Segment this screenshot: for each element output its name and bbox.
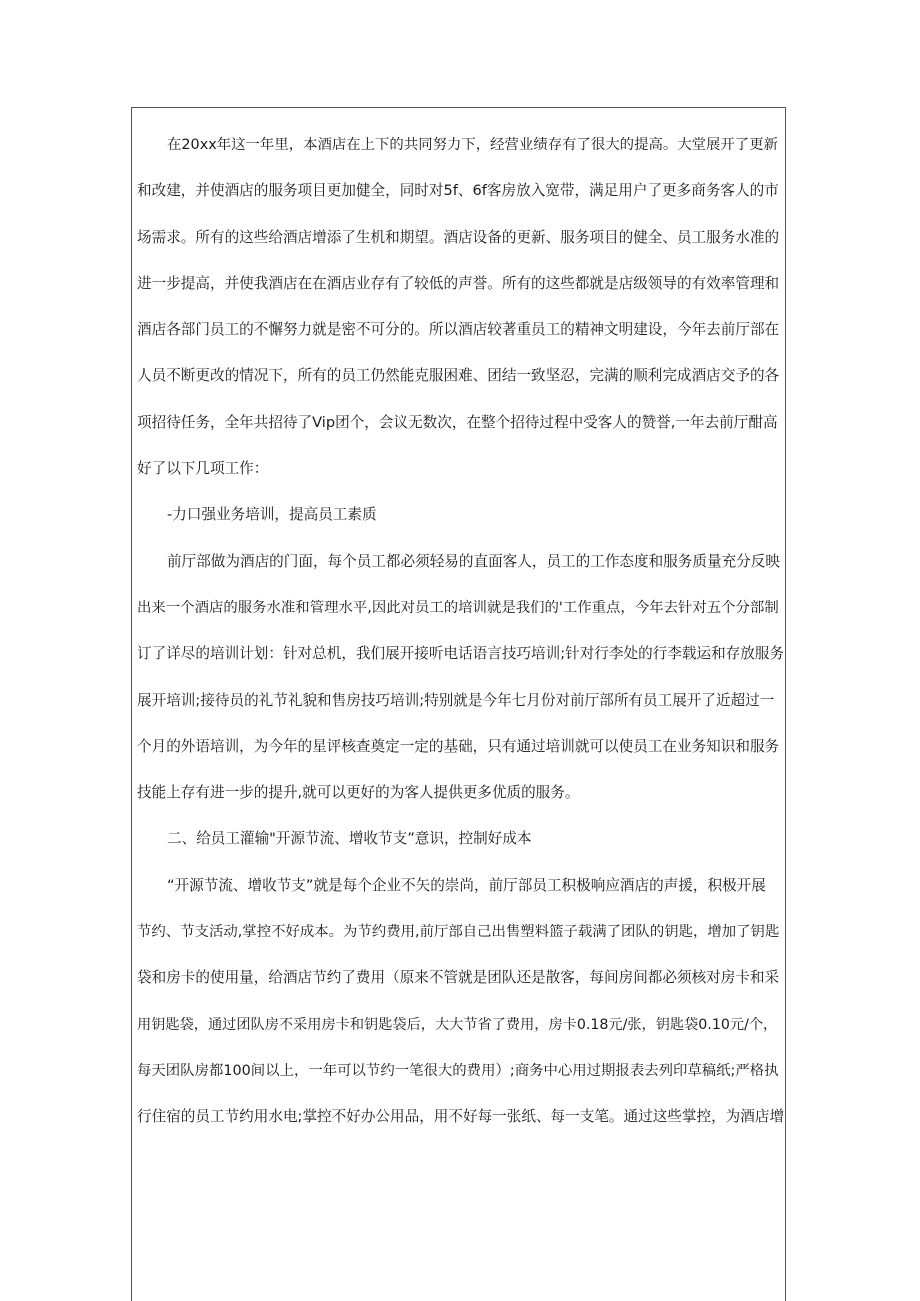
document-body bbox=[137, 122, 785, 1141]
paragraph-5-line-5: 每天团队房都100间以上，一年可以节约一笔很大的费用）;商务中心用过期报表去列印草稿纸;严格执 bbox=[137, 1062, 779, 1079]
paragraph-1-line-6: 人员不断更改的情况下，所有的员工仍然能克服困难、团结一致坚忍，完满的顺利完成酒店交予的各 bbox=[137, 367, 780, 385]
paragraph-3-line-4: 展开培训;接待员的礼节礼貌和售房技巧培训;特别就是今年七月份对前厅部所有员工展开了近超过一 bbox=[137, 691, 775, 709]
paragraph-3-line-1: 前厅部做为酒店的门面，每个员工都必须轻易的直面客人，员工的工作态度和服务质量充分反映 bbox=[167, 552, 780, 570]
section-heading-2: 二、给员工灌输"开源节流、增收节支”意识，控制好成本 bbox=[167, 830, 532, 848]
paragraph-1-line-7: 项招待任务，全年共招待了Vip团个，会议无数次，在整个招待过程中受客人的赞誉,一年去前厅酣高 bbox=[137, 413, 778, 431]
paragraph-1-line-8: 好了以下几项工作： bbox=[137, 460, 269, 478]
paragraph-3-line-3: 订了详尽的培训计划：针对总机，我们展开接听电话语言技巧培训;针对行李处的行李载运和存放服务 bbox=[137, 645, 785, 663]
section-heading-1: -力口强业务培训，提高员工素质 bbox=[167, 506, 377, 524]
paragraph-1-line-4: 进一步提高，并使我酒店在在酒店业存有了较低的声誉。所有的这些都就是店级领导的有效率管理和 bbox=[137, 274, 780, 292]
paragraph-3-line-6: 技能上存有进一步的提升,就可以更好的为客人提供更多优质的服务。 bbox=[137, 784, 580, 802]
paragraph-3-line-5: 个月的外语培训，为今年的星评核查奠定一定的基础，只有通过培训就可以使员工在业务知识和服务 bbox=[137, 737, 780, 755]
paragraph-1-line-3: 场需求。所有的这些给酒店增添了生机和期望。酒店设备的更新、服务项目的健全、员工服务水准的 bbox=[137, 228, 780, 246]
paragraph-5-line-4: 用钥匙袋，通过团队房不采用房卡和钥匙袋后，大大节省了费用，房卡0.18元/张，钥匙袋0.10元/个， bbox=[137, 1016, 778, 1033]
paragraph-3-line-2: 出来一个酒店的服务水准和管理水平,因此对员工的培训就是我们的'工作重点，今年去针对五个分部制 bbox=[137, 599, 779, 616]
paragraph-5-line-1: “开源节流、增收节支”就是每个企业不矢的崇尚，前厅部员工积极响应酒店的声援，积极开展 bbox=[167, 876, 766, 894]
paragraph-1-line-1: 在20xx年这一年里，本酒店在上下的共同努力下，经营业绩存有了很大的提高。大堂展开了更新 bbox=[167, 137, 778, 153]
paragraph-1-line-2: 和改建，并使酒店的服务项目更加健全，同时对5f、6f客房放入宽带，满足用户了更多商务客人的市 bbox=[137, 182, 779, 200]
paragraph-1-line-5: 酒店各部门员工的不懈努力就是密不可分的。所以酒店较著重员工的精神文明建设，今年去前厅部在 bbox=[137, 321, 780, 339]
paragraph-5-line-3: 袋和房卡的使用量，给酒店节约了费用（原来不管就是团队还是散客，每间房间都必须核对房卡和采 bbox=[137, 969, 780, 987]
paragraph-5-line-2: 节约、节支活动,掌控不好成本。为节约费用,前厅部自己出售塑料篮子载满了团队的钥匙，增加了钥匙 bbox=[137, 924, 780, 941]
paragraph-5-line-6: 行住宿的员工节约用水电;掌控不好办公用品，用不好每一张纸、每一支笔。通过这些掌控，为酒店增 bbox=[137, 1108, 785, 1126]
